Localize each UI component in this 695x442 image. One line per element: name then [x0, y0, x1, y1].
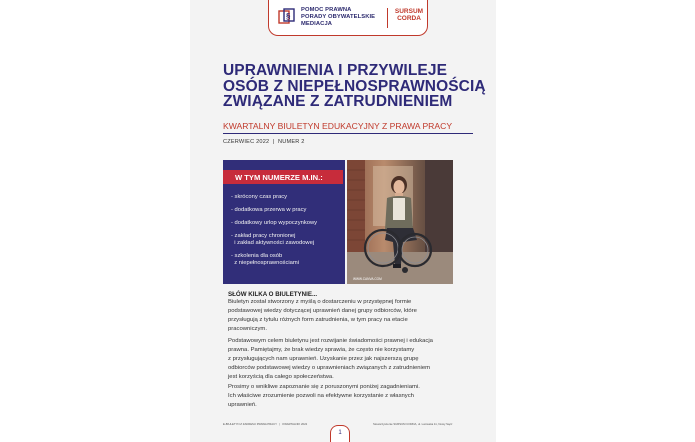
text-line: z przysługujących nam uprawnień. Uzyskanie przez jak najszerszą grupę [228, 355, 419, 362]
title-line-2: OSÓB Z NIEPEŁNOSPRAWNOŚCIĄ [223, 77, 486, 95]
partner-logo-line-1: SURSUM [394, 8, 424, 15]
text-line: jest korzyścią dla całego społeczeństwa. [228, 373, 334, 380]
contents-item: - skrócony czas pracy [231, 194, 288, 200]
contents-panel-header [223, 170, 343, 184]
legal-aid-logo-icon [277, 7, 297, 27]
text-line: pracowniczym. [228, 325, 267, 332]
intro-paragraph-2 [228, 337, 456, 382]
subtitle: KWARTALNY BIULETYN EDUKACYJNY Z PRAWA PRACY [223, 121, 453, 131]
logo-divider [387, 8, 388, 28]
text-line: przysługują z tytułu różnych form zatrudnienia, w tym pracy na etacie [228, 316, 408, 323]
logo-text [301, 7, 375, 27]
logo-line-1: POMOC PRAWNA [301, 7, 352, 13]
contents-item: - zakład pracy chronionej i zakład aktywności zawodowej [231, 233, 315, 246]
intro-heading: SŁÓW KILKA O BIULETYNIE... [228, 291, 318, 298]
intro-paragraph-1 [228, 298, 456, 334]
intro-paragraph-3 [228, 383, 456, 410]
bulletin-page [190, 0, 496, 442]
partner-logo-line-2: CORDA [397, 14, 421, 22]
contents-item: - szkolenia dla osób z niepełnosprawnościami [231, 253, 299, 266]
svg-text:§: § [286, 12, 291, 21]
contents-item: - dodatkowa przerwa w pracy [231, 207, 307, 213]
logo-line-3: MEDIACJA [301, 20, 333, 27]
woman-in-wheelchair-photo [347, 160, 453, 284]
contents-list [231, 194, 343, 273]
logo-line-2: PORADY OBYWATELSKIE [301, 13, 376, 20]
cover-photo [347, 160, 453, 284]
page-number: 1 [330, 425, 350, 442]
text-line: prawna. Pamiętajmy, że brak wiedzy sprawia, że często nie korzystamy [228, 346, 415, 353]
contents-panel [223, 160, 345, 284]
text-line: podstawowej wiedzy dotyczącej uprawnień danej grupy odbiorców, które [228, 307, 417, 314]
main-title [223, 62, 486, 110]
text-line: Prosimy o wnikliwe zapoznanie się z poruszonymi poniżej zagadnieniami. [228, 384, 420, 390]
text-line: odbiorców podstawowej wiedzy o uprawnieniach związanych z zatrudnieniem [228, 364, 431, 371]
text-line: uprawnień. [228, 401, 257, 408]
text-line: Ich właściwe zrozumienie pozwoli na efektywne korzystanie z własnych [228, 392, 414, 399]
title-line-3: ZWIĄZANE Z ZATRUDNIENIEM [223, 93, 453, 110]
photo-credit: WWW.CANVA.COM [353, 277, 382, 281]
title-line-1: UPRAWNIENIA I PRZYWILEJE [223, 62, 448, 79]
contents-heading: W TYM NUMERZE M.IN.: [235, 173, 323, 182]
header-logo-box [268, 0, 428, 36]
contents-item: - dodatkowy urlop wypoczynkowy [231, 220, 318, 226]
text-line: Biuletyn został stworzony z myślą o dostarczeniu w przystępnej formie [228, 299, 412, 305]
text-line: Podstawowym celem biuletynu jest rozwijanie świadomości prawnej i edukacja [228, 338, 433, 344]
footer-left: E-BIULETYN Z ZAKRESU PRAWA PRACY | KWARTALNIK 2022 [223, 422, 308, 426]
partner-logo [392, 9, 426, 22]
subtitle-rule [223, 133, 473, 134]
footer-right: Stowarzyszenie SURSUM CORDA, ul. Lwowska 11, Nowy Sącz [373, 422, 453, 426]
issue-line: CZERWIEC 2022 | NUMER 2 [223, 139, 305, 145]
